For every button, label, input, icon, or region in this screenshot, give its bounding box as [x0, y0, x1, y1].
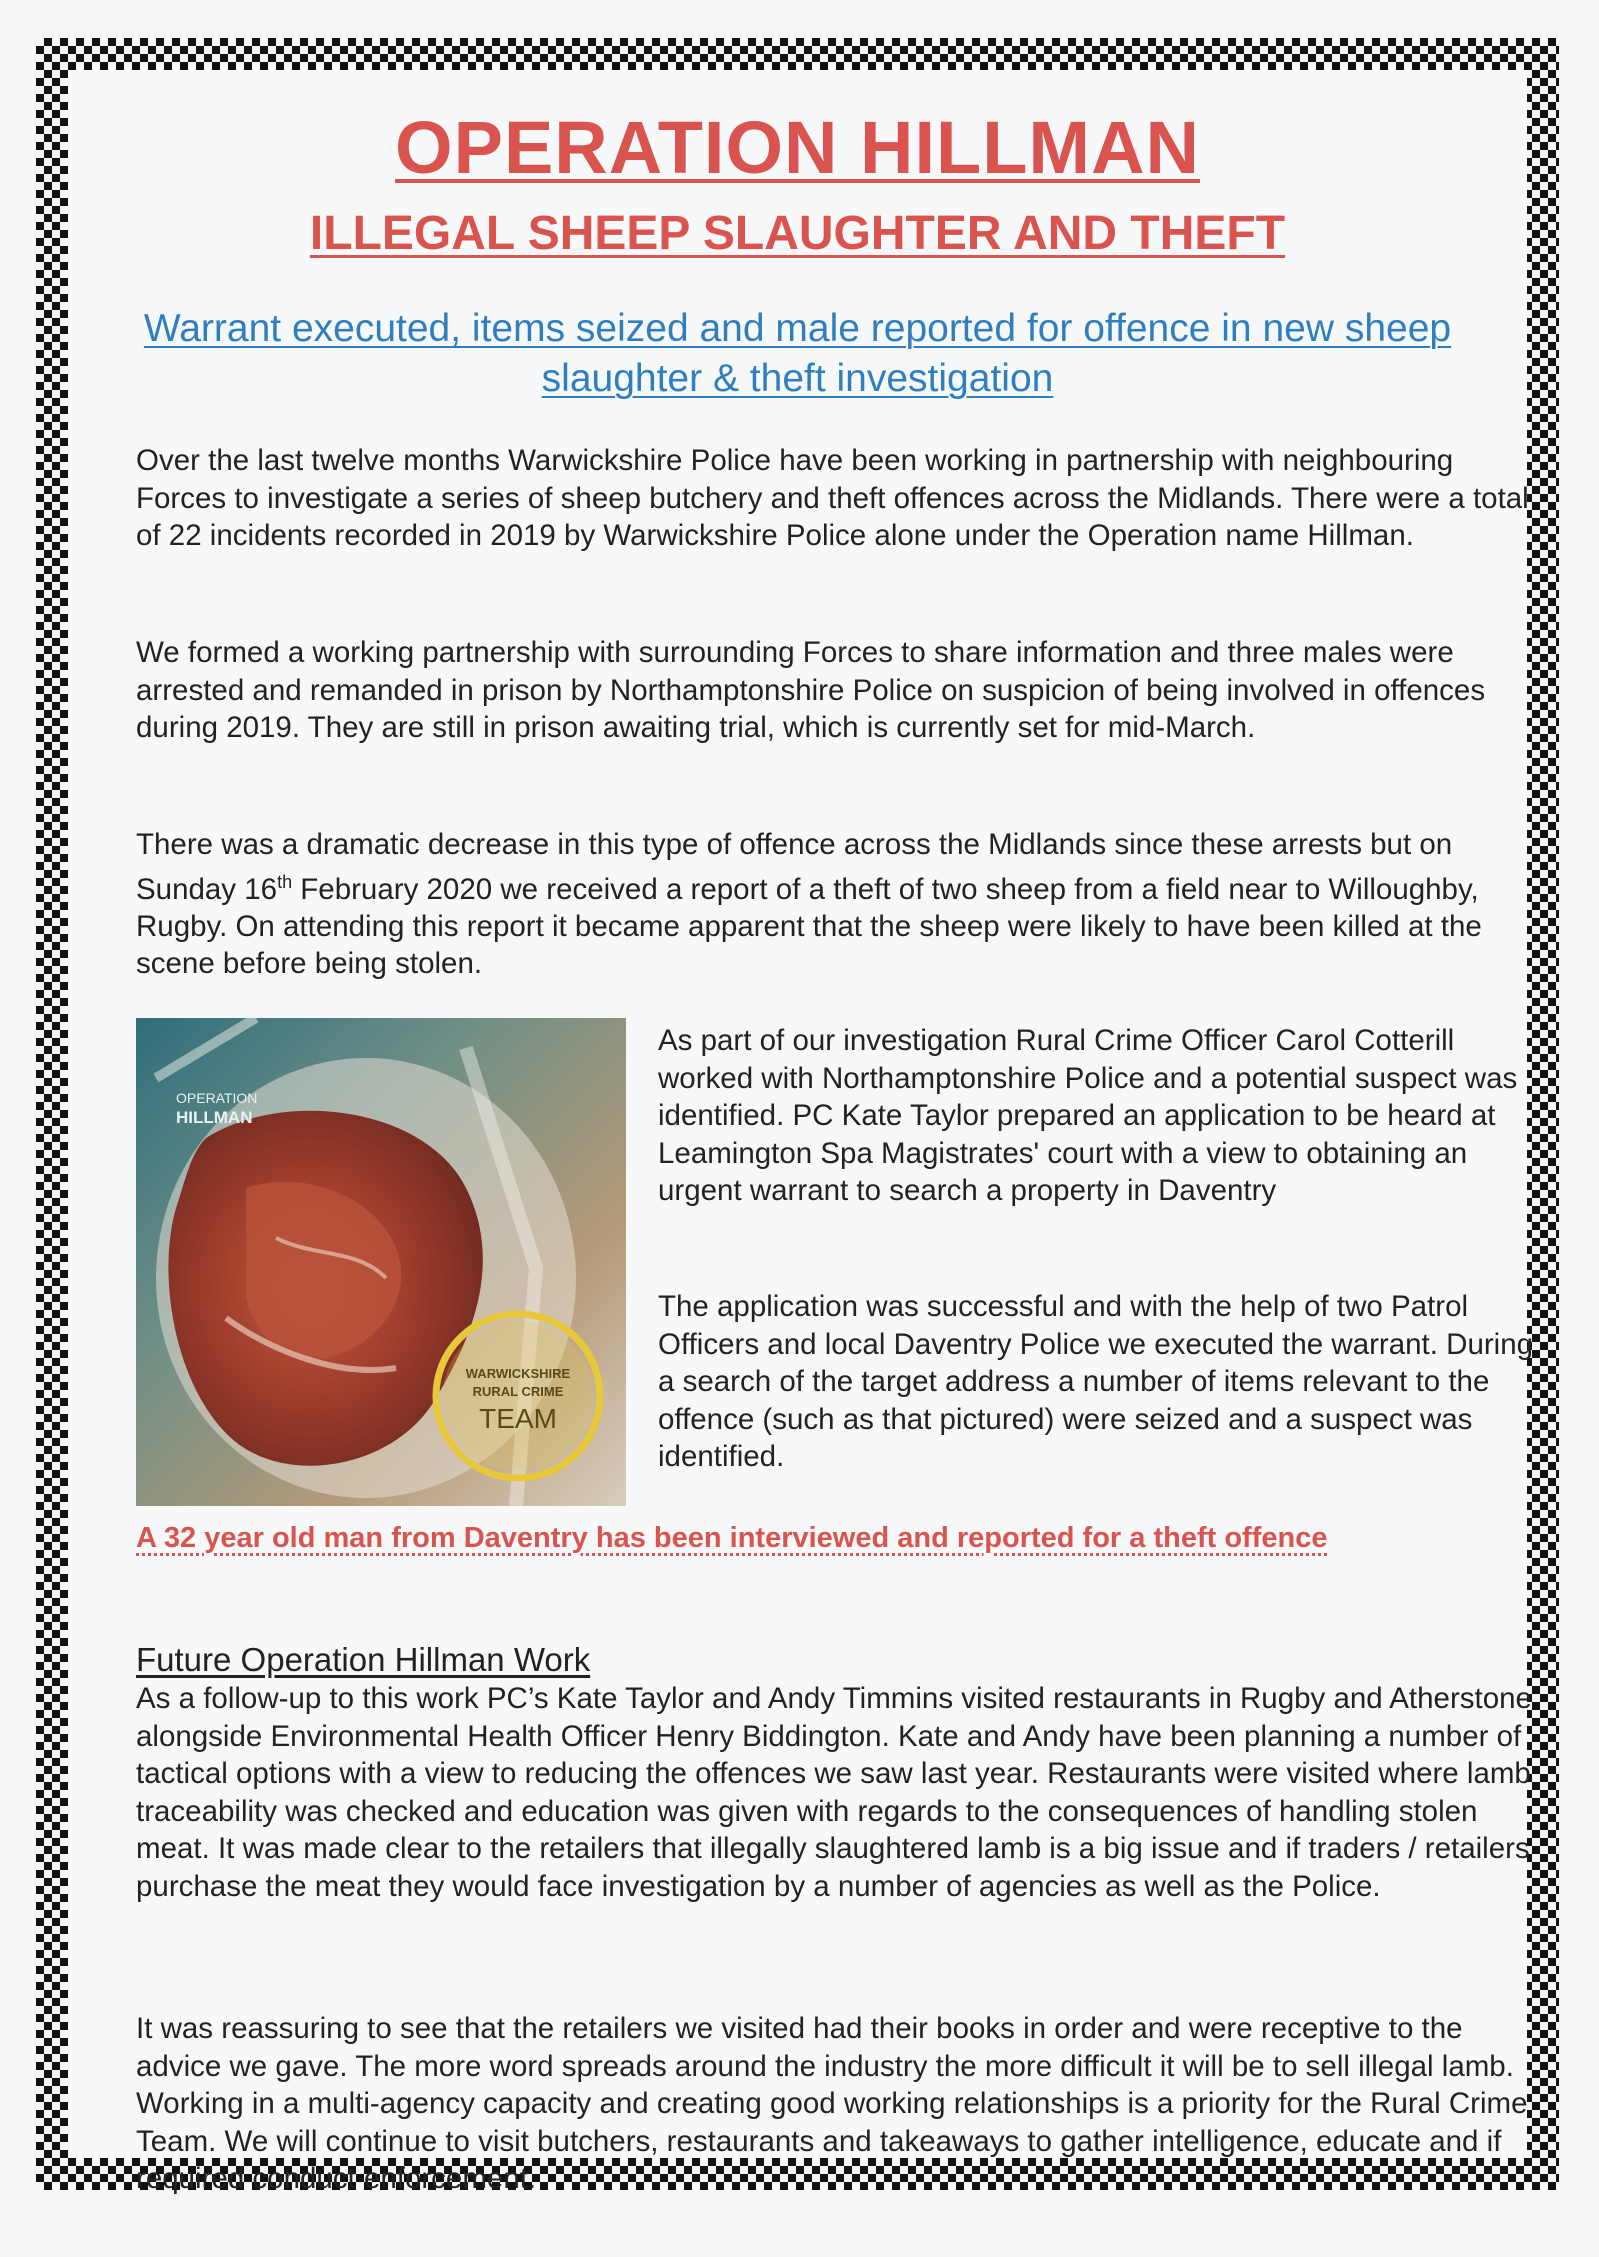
badge-line-2: RURAL CRIME	[472, 1384, 564, 1399]
paragraph-partnership: We formed a working partnership with surrounding Forces to share information and three males were arrested and remanded in prison by Northamptonshire Police on suspicion of being involved in offences during 2019. They are still in prison awaiting trial, which is currently set for mid-March.	[136, 636, 1486, 744]
outcome-note: A 32 year old man from Daventry has been interviewed and reported for a theft offence	[136, 1522, 1328, 1554]
paragraph-investigation: As part of our investigation Rural Crime Officer Carol Cotterill worked with Northamptonshire Police and a potential suspect was identified. PC Kate Taylor prepared an application to be heard at Leamington Spa Magistrates' court with a view to obtaining an urgent warrant to search a property in Daventry	[658, 1024, 1518, 1207]
page-title: OPERATION HILLMAN	[395, 106, 1200, 189]
page-subtitle: ILLEGAL SHEEP SLAUGHTER AND THEFT	[309, 207, 1286, 260]
paragraph-future-work: As a follow-up to this work PC’s Kate Taylor and Andy Timmins visited restaurants in Rugby and Atherstone alongside Environmental Health Officer Henry Biddington. Kate and Andy have been planning a number of tactical options with a view to reducing the offences we saw last year. Restaurants were visited where lamb traceability was checked and education was given with regards to the consequences of handling stolen meat. It was made clear to the retailers that illegally slaughtered lamb is a big issue and if traders / retailers purchase the meat they would face investigation by a number of agencies as well as the Police.	[136, 1682, 1532, 1903]
paragraph-reassurance: It was reassuring to see that the retailers we visited had their books in order and were receptive to the advice we gave. The more word spreads around the industry the more difficult it will be to sell illegal lamb. Working in a multi-agency capacity and creating good working relationships is a priority for the Rural Crime Team. We will continue to visit butchers, restaurants and takeaways to gather intelligence, educate and if required conduct enforcement.	[136, 2012, 1528, 2195]
photo-overlay-operation: OPERATION	[176, 1090, 258, 1106]
page-content	[68, 70, 1534, 2195]
photo-overlay-hillman: HILLMAN	[176, 1108, 253, 1127]
badge-line-3: TEAM	[479, 1403, 557, 1434]
photo-illustration	[136, 1018, 626, 1506]
seized-meat-photo	[136, 1018, 626, 1506]
paragraph-intro: Over the last twelve months Warwickshire Police have been working in partnership with neighbouring Forces to investigate a series of sheep butchery and theft offences across the Midlands. There were a total of 22 incidents recorded in 2019 by Warwickshire Police alone under the Operation name Hillman.	[136, 444, 1529, 552]
checkered-page-border	[36, 38, 1559, 2195]
badge-line-1: WARWICKSHIRE	[465, 1366, 571, 1381]
section-heading-future-work: Future Operation Hillman Work	[136, 1641, 591, 1678]
paragraph-recent-theft: There was a dramatic decrease in this type of offence across the Midlands since these arrests but on Sunday 16th February 2020 we received a report of a theft of two sheep from a field near to Willoughby, Rugby. On attending this report it became apparent that the sheep were likely to have been killed at the scene before being stolen.	[136, 828, 1482, 981]
paragraph-warrant: The application was successful and with the help of two Patrol Officers and local Daventry Police we executed the warrant. During a search of the target address a number of items relevant to the offence (such as that pictured) were seized and a suspect was identified.	[658, 1290, 1534, 1473]
headline-link: Warrant executed, items seized and male reported for offence in new sheep slaughter & theft investigation	[143, 307, 1452, 400]
